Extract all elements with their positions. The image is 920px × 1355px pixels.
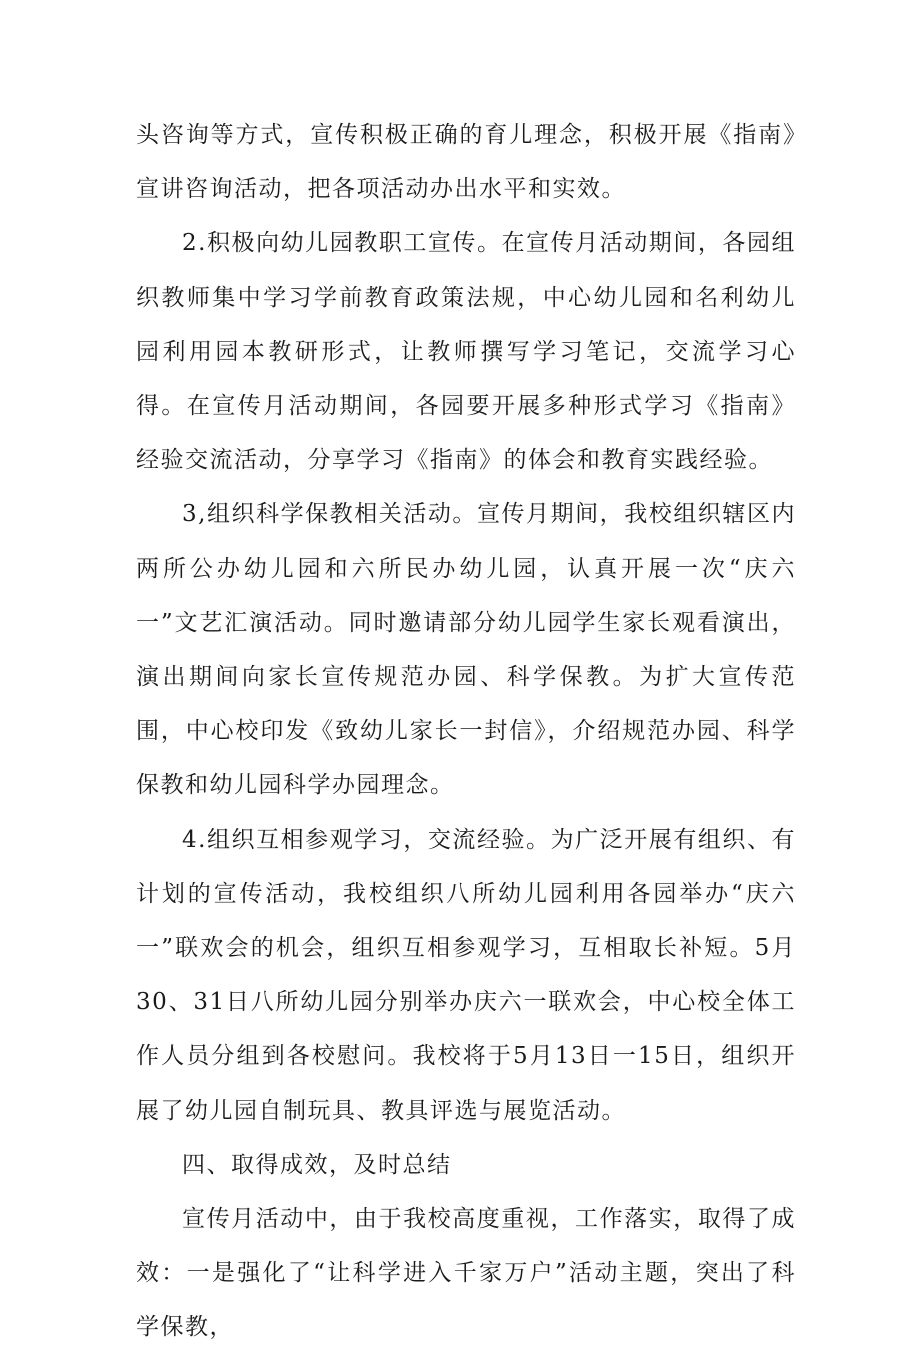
document-body: [136, 108, 796, 1355]
paragraph-summary: 宣传月活动中，由于我校高度重视，工作落实，取得了成效：一是强化了“让科学进入千家万户”活动主题，突出了科学保教，: [136, 1206, 796, 1341]
paragraph-item-3: 3,组织科学保教相关活动。宣传月期间，我校组织辖区内两所公办幼儿园和六所民办幼儿园，认真开展一次“庆六一”文艺汇演活动。同时邀请部分幼儿园学生家长观看演出，演出期间向家长宣传规范办园、科学保教。为扩大宣传范围，中心校印发《致幼儿家长一封信》，介绍规范办园、科学保教和幼儿园科学办园理念。: [136, 501, 796, 799]
paragraph-item-4: 4.组织互相参观学习，交流经验。为广泛开展有组织、有计划的宣传活动，我校组织八所幼儿园利用各园举办“庆六一”联欢会的机会，组织互相参观学习，互相取长补短。5月30、31日八所幼儿园分别举办庆六一联欢会，中心校全体工作人员分组到各校慰问。我校将于5月13日一15日，组织开展了幼儿园自制玩具、教具评选与展览活动。: [136, 826, 796, 1124]
paragraph-continuation: 头咨询等方式，宣传积极正确的育儿理念，积极开展《指南》宣讲咨询活动，把各项活动办出水平和实效。: [136, 122, 796, 203]
paragraph-item-2: 2.积极向幼儿园教职工宣传。在宣传月活动期间，各园组织教师集中学习学前教育政策法规，中心幼儿园和名利幼儿园利用园本教研形式，让教师撰写学习笔记，交流学习心得。在宣传月活动期间，各园要开展多种形式学习《指南》经验交流活动，分享学习《指南》的体会和教育实践经验。: [136, 230, 796, 474]
section-heading: 四、取得成效，及时总结: [182, 1151, 452, 1178]
